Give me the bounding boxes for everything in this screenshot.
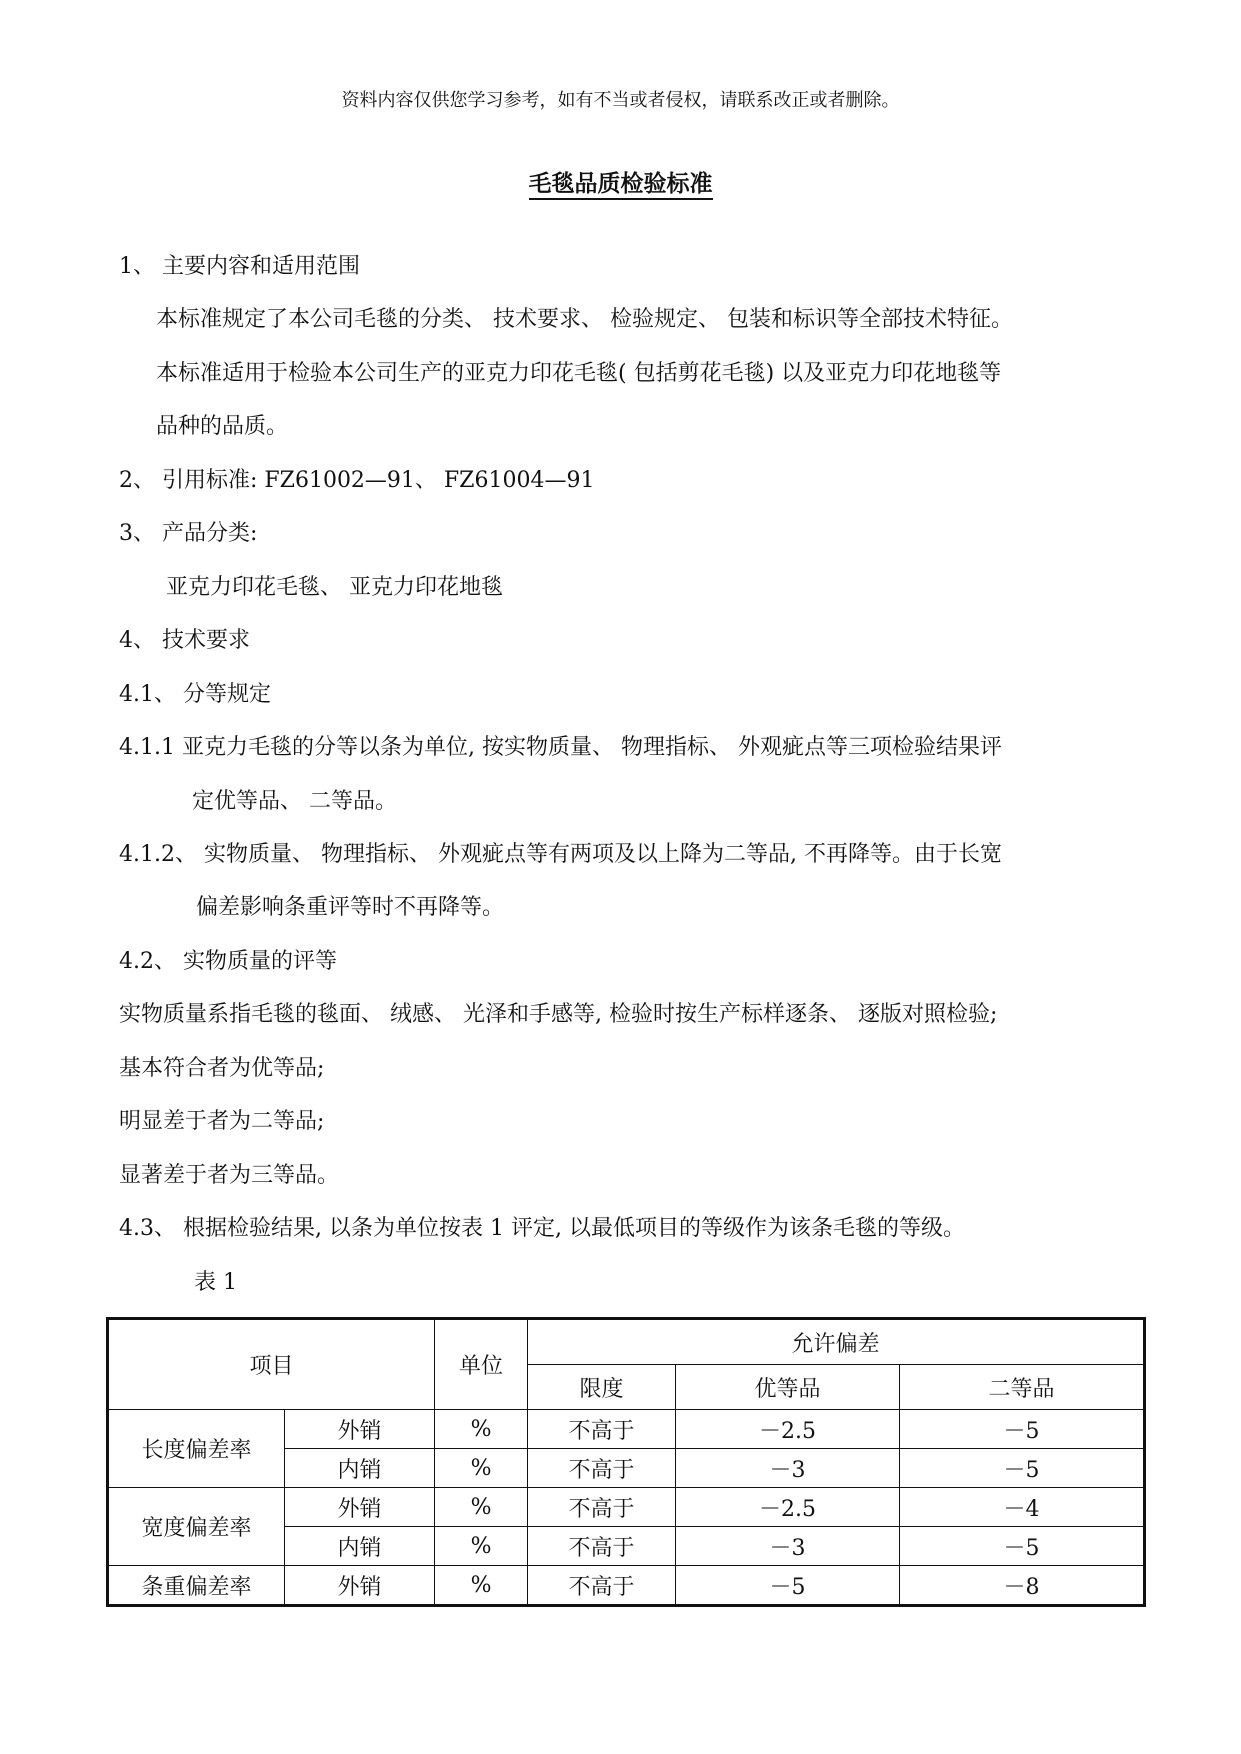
market-cell: 外销 <box>285 1410 435 1449</box>
grade2-cell: －4 <box>900 1488 1145 1527</box>
grade2-cell: －8 <box>900 1566 1145 1606</box>
paragraph-line: 偏差影响条重评等时不再降等。 <box>196 895 505 920</box>
market-cell: 内销 <box>285 1527 435 1566</box>
paragraph-line: 4.1.2、 实物质量、 物理指标、 外观疵点等有两项及以上降为二等品, 不再降等。由于长宽 <box>119 842 1002 867</box>
section-4-3-heading: 4.3、 根据检验结果, 以条为单位按表 1 评定, 以最低项目的等级作为该条毛毯的等级。 <box>119 1216 965 1241</box>
group-name: 长度偏差率 <box>108 1410 285 1488</box>
tolerance-table <box>106 1317 1146 1607</box>
grade1-cell: －5 <box>676 1566 900 1606</box>
limit-cell: 不高于 <box>528 1566 676 1606</box>
table-row <box>108 1410 1145 1449</box>
header-item: 项目 <box>108 1319 435 1410</box>
grade2-cell: －5 <box>900 1449 1145 1488</box>
unit-cell: % <box>435 1410 528 1449</box>
header-grade2: 二等品 <box>900 1365 1145 1410</box>
paragraph-line: 实物质量系指毛毯的毯面、 绒感、 光泽和手感等, 检验时按生产标样逐条、 逐版对照检验; <box>119 1002 998 1027</box>
paragraph-line: 本标准适用于检验本公司生产的亚克力印花毛毯( 包括剪花毛毯) 以及亚克力印花地毯等 <box>156 361 1002 386</box>
market-cell: 外销 <box>285 1488 435 1527</box>
grade2-cell: －5 <box>900 1410 1145 1449</box>
limit-cell: 不高于 <box>528 1488 676 1527</box>
paragraph-line: 品种的品质。 <box>156 414 289 439</box>
table-caption: 表 1 <box>194 1270 237 1295</box>
table-row <box>108 1566 1145 1606</box>
section-3-heading: 3、 产品分类: <box>119 521 258 546</box>
paragraph-line: 显著差于者为三等品。 <box>119 1163 340 1188</box>
paragraph-line: 明显差于者为二等品; <box>119 1109 325 1134</box>
section-1-heading: 1、 主要内容和适用范围 <box>119 254 360 279</box>
section-4-heading: 4、 技术要求 <box>119 628 250 653</box>
paragraph-line: 本标准规定了本公司毛毯的分类、 技术要求、 检验规定、 包装和标识等全部技术特征。 <box>156 307 1013 332</box>
section-2-heading: 2、 引用标准: FZ61002—91、 FZ61004—91 <box>119 468 595 493</box>
grade2-cell: －5 <box>900 1527 1145 1566</box>
limit-cell: 不高于 <box>528 1527 676 1566</box>
product-categories: 亚克力印花毛毯、 亚克力印花地毯 <box>166 575 503 600</box>
paragraph-line: 基本符合者为优等品; <box>119 1056 325 1081</box>
section-4-1-heading: 4.1、 分等规定 <box>119 682 271 707</box>
group-name: 条重偏差率 <box>108 1566 285 1606</box>
header-unit: 单位 <box>435 1319 528 1410</box>
unit-cell: % <box>435 1566 528 1606</box>
paragraph-line: 4.1.1 亚克力毛毯的分等以条为单位, 按实物质量、 物理指标、 外观疵点等三项检验结果评 <box>119 735 1002 760</box>
limit-cell: 不高于 <box>528 1449 676 1488</box>
paragraph-line: 定优等品、 二等品。 <box>192 789 397 814</box>
group-name: 宽度偏差率 <box>108 1488 285 1566</box>
header-limit: 限度 <box>528 1365 676 1410</box>
unit-cell: % <box>435 1488 528 1527</box>
grade1-cell: －3 <box>676 1449 900 1488</box>
unit-cell: % <box>435 1527 528 1566</box>
header-grade1: 优等品 <box>676 1365 900 1410</box>
document-title-text: 毛毯品质检验标准 <box>529 170 713 200</box>
unit-cell: % <box>435 1449 528 1488</box>
grade1-cell: －2.5 <box>676 1410 900 1449</box>
table-row <box>108 1488 1145 1527</box>
grade1-cell: －2.5 <box>676 1488 900 1527</box>
market-cell: 内销 <box>285 1449 435 1488</box>
document-title <box>0 165 1241 198</box>
grade1-cell: －3 <box>676 1527 900 1566</box>
market-cell: 外销 <box>285 1566 435 1606</box>
limit-cell: 不高于 <box>528 1410 676 1449</box>
header-tolerance: 允许偏差 <box>528 1319 1145 1365</box>
copyright-notice: 资料内容仅供您学习参考，如有不当或者侵权，请联系改正或者删除。 <box>341 90 900 111</box>
section-4-2-heading: 4.2、 实物质量的评等 <box>119 949 337 974</box>
